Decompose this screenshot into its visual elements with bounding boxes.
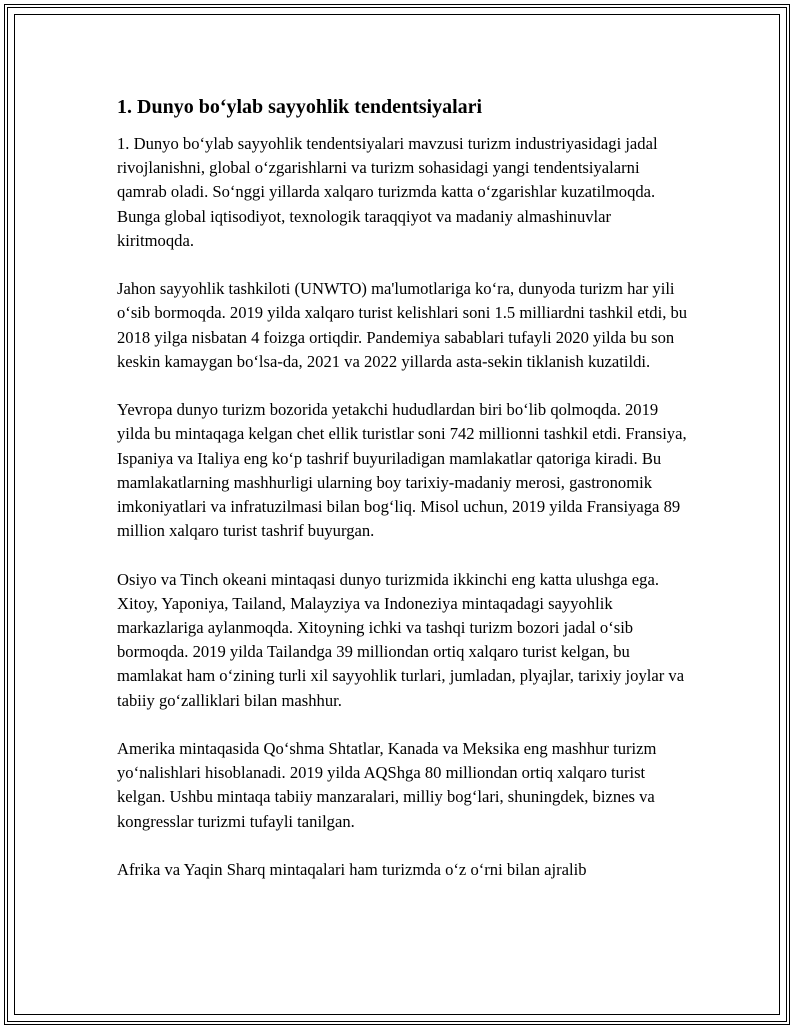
paragraph-americas: Amerika mintaqasida Qo‘shma Shtatlar, Kanada va Meksika eng mashhur turizm yo‘nalishlari hisoblanadi. 2019 yilda AQShga 80 milliondan ortiq xalqaro turist kelgan. Ushbu mintaqa tabiiy manzaralari, milliy bog‘lari, shuningdek, biznes va kongresslar turizmi tufayli tanilgan. xyxy=(117,739,657,831)
paragraph-asia-pacific: Osiyo va Tinch okeani mintaqasi dunyo turizmida ikkinchi eng katta ulushga ega. Xitoy, Yaponiya, Tailand, Malayziya va Indoneziya mintaqadagi sayyohlik markazlariga aylanmoqda. Xitoyning ichki va tashqi turizm bozori jadal o‘sib bormoqda. 2019 yilda Tailandga 39 milliondan ortiq xalqaro turist kelgan, bu mamlakat ham o‘zining turli xil sayyohlik turlari, jumladan, plyajlar, tarixiy joylar va tabiiy go‘zalliklari bilan mashhur. xyxy=(117,569,685,710)
paragraph-unwto: Jahon sayyohlik tashkiloti (UNWTO) ma'lumotlariga ko‘ra, dunyoda turizm har yili o‘sib bormoqda. 2019 yilda xalqaro turist kelishlari soni 1.5 milliardni tashkil etdi, bu 2018 yilga nisbatan 4 foizga ortiqdir. Pandemiya sabablari tufayli 2020 yilda bu son keskin kamaygan bo‘lsa-da, 2021 va 2022 yillarda asta-sekin tiklanish kuzatildi. xyxy=(117,279,688,371)
document-body xyxy=(117,94,689,906)
paragraph-intro: 1. Dunyo bo‘ylab sayyohlik tendentsiyalari mavzusi turizm industriyasidagi jadal rivojlanishni, global o‘zgarishlarni va turizm sohasidagi yangi tendentsiyalarni qamrab oladi. So‘nggi yillarda xalqaro turizmda katta o‘zgarishlar kuzatilmoqda. Bunga global iqtisodiyot, texnologik taraqqiyot va madaniy almashinuvlar kiritmoqda. xyxy=(117,134,658,250)
paragraph-africa-middle-east: Afrika va Yaqin Sharq mintaqalari ham turizmda o‘z o‘rni bilan ajralib xyxy=(117,860,587,880)
paragraph-europe: Yevropa dunyo turizm bozorida yetakchi hududlardan biri bo‘lib qolmoqda. 2019 yilda bu mintaqaga kelgan chet ellik turistlar soni 742 millionni tashkil etdi. Fransiya, Ispaniya va Italiya eng ko‘p tashrif buyuriladigan mamlakatlar qatoriga kiradi. Bu mamlakatlarning mashhurligi ularning boy tarixiy-madaniy merosi, gastronomik imkoniyatlari va infratuzilmasi bilan bog‘liq. Misol uchun, 2019 yilda Fransiyaga 89 million xalqaro turist tashrif buyurgan. xyxy=(117,400,687,541)
document-heading: 1. Dunyo bo‘ylab sayyohlik tendentsiyalari xyxy=(117,96,483,118)
